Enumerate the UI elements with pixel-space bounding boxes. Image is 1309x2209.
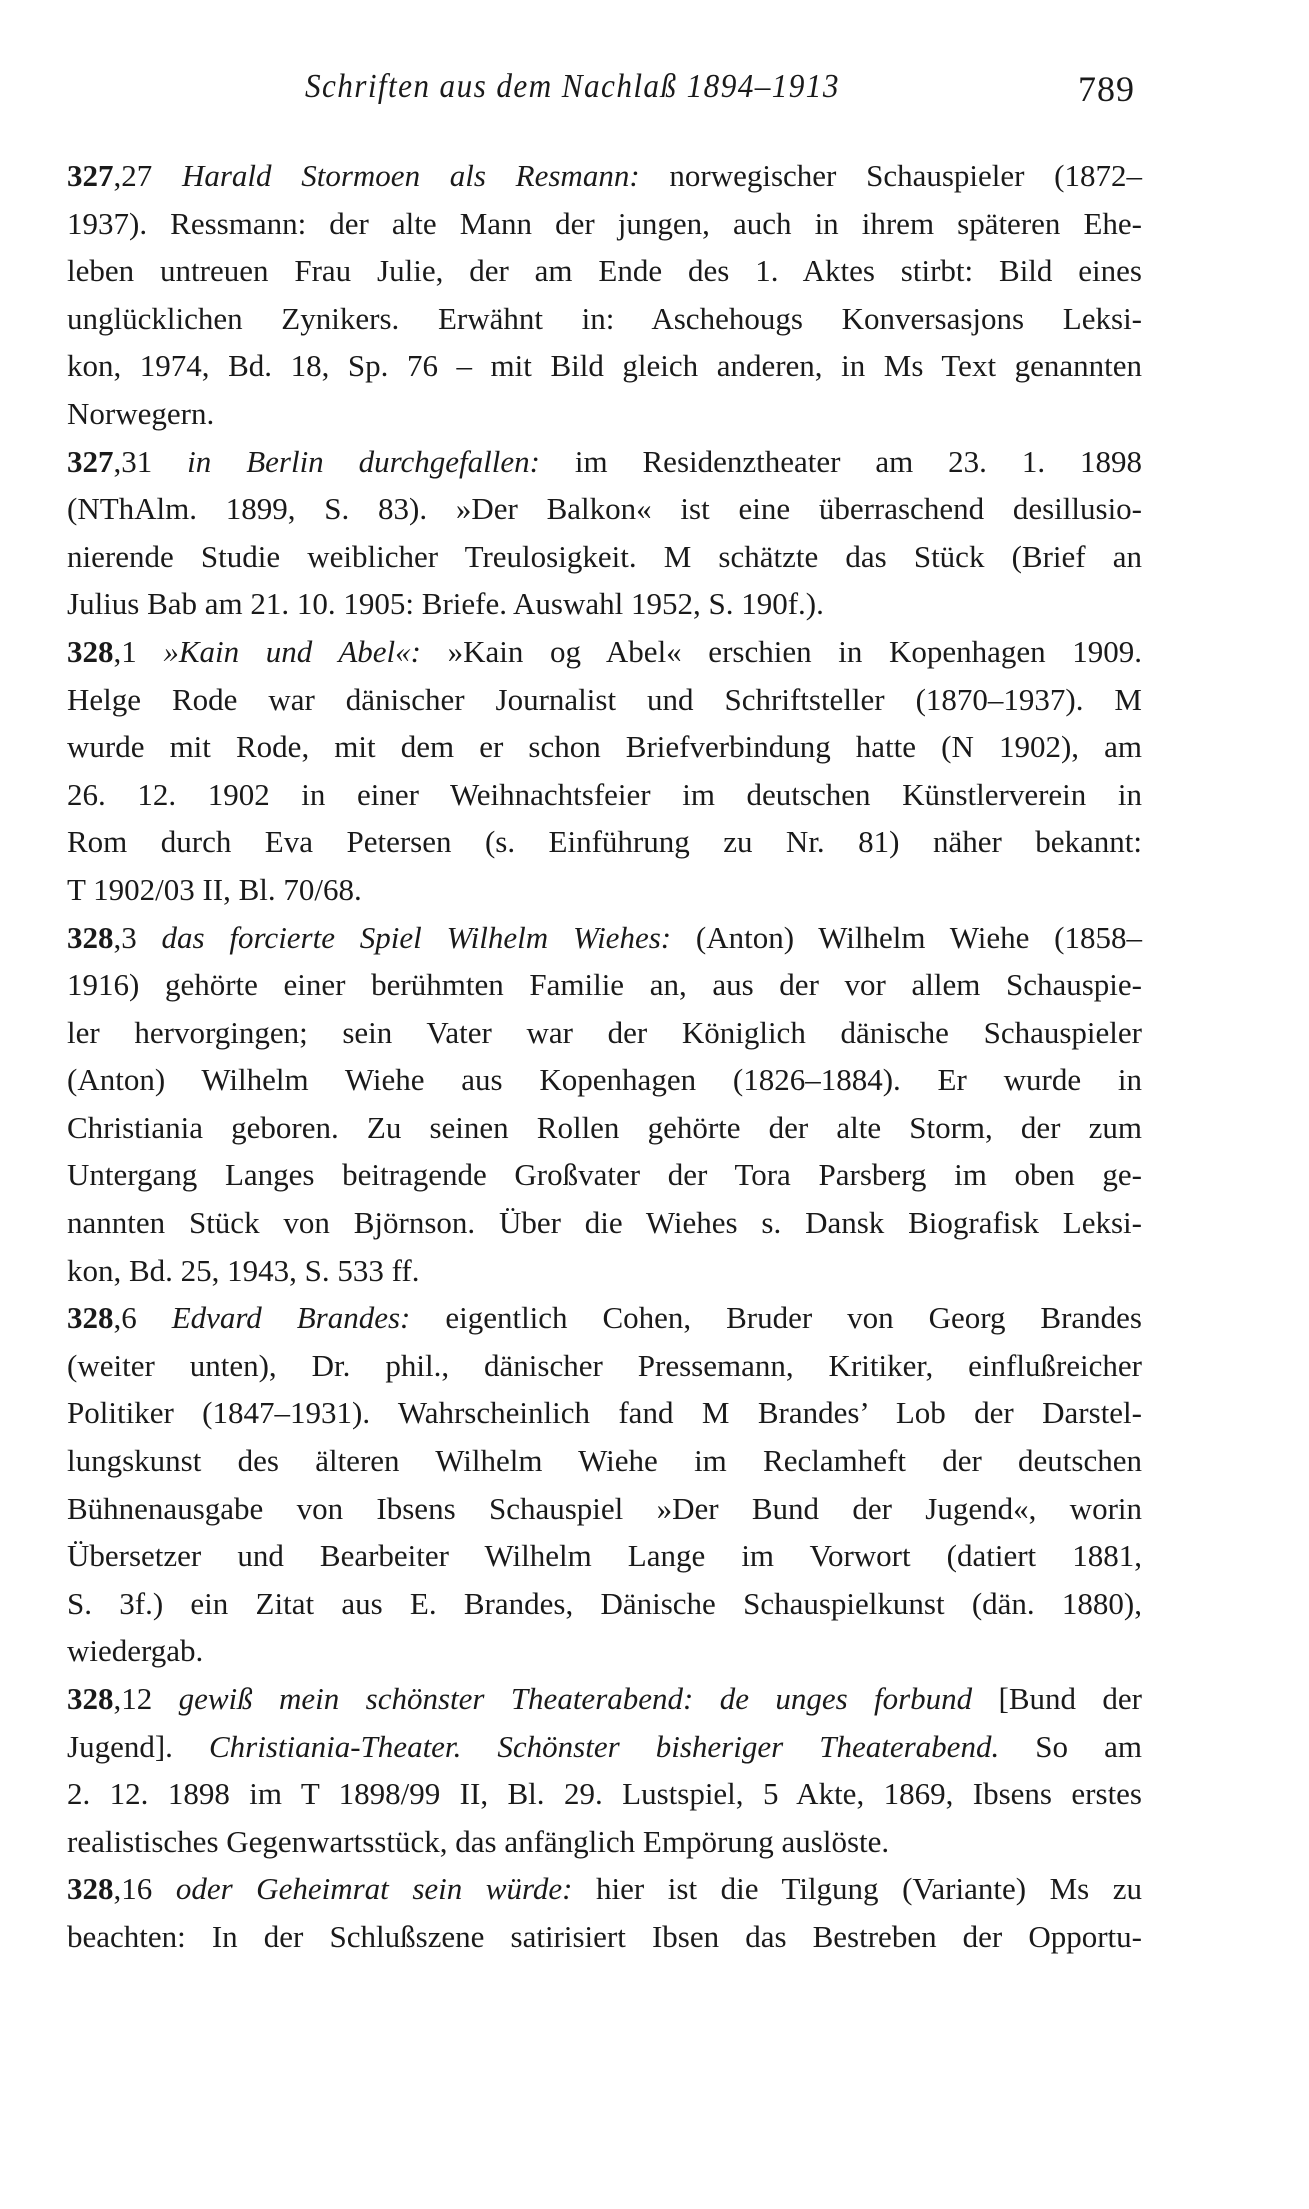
line-text: wurde mit Rode, mit dem er schon Briefverbindung hatte (N 1902), am (67, 729, 1142, 765)
line-text: Jugend]. (67, 1728, 209, 1764)
entry-line-ref: ,12 (113, 1681, 179, 1716)
line-text: 2. 12. 1898 im T 1898/99 II, Bl. 29. Lustspiel, 5 Akte, 1869, Ibsens erstes (67, 1776, 1142, 1812)
text-line (67, 1389, 1142, 1437)
entry-page-ref: 328 (67, 633, 114, 669)
line-text: norwegischer Schauspieler (1872– (639, 158, 1143, 193)
lemma: »Kain und Abel«: (163, 633, 421, 669)
text-line (67, 1723, 1142, 1771)
line-text: (NThAlm. 1899, S. 83). »Der Balkon« ist eine überraschend desillusio- (67, 491, 1142, 527)
line-text: Helge Rode war dänischer Journalist und Schriftsteller (1870–1937). M (67, 681, 1142, 717)
line-text: nannten Stück von Björnson. Über die Wiehes s. Dansk Biografisk Leksi- (67, 1205, 1142, 1241)
line-text: So am (999, 1728, 1142, 1764)
line-text: beachten: In der Schlußszene satirisiert Ibsen das Bestreben der Opportu- (67, 1918, 1142, 1954)
line-text: (weiter unten), Dr. phil., dänischer Pressemann, Kritiker, einflußreicher (67, 1347, 1142, 1383)
text-line (67, 342, 1142, 390)
quoted-text: Christiania-Theater. Schönster bisheriger Theaterabend. (208, 1728, 1000, 1764)
entry-page-ref: 328 (67, 1681, 114, 1716)
text-line (67, 1437, 1142, 1485)
line-text: S. 3f.) ein Zitat aus E. Brandes, Dänische Schauspielkunst (dän. 1880), (67, 1585, 1142, 1621)
entry-line-ref: ,1 (113, 633, 164, 669)
line-text: realistisches Gegenwartsstück, das anfänglich Empörung auslöste. (67, 1823, 890, 1859)
text-line (67, 247, 1142, 295)
text-line (67, 1009, 1142, 1057)
text-line (67, 200, 1142, 248)
text-line (67, 676, 1142, 724)
text-line (67, 1770, 1142, 1818)
running-header (0, 62, 1309, 122)
line-text: kon, 1974, Bd. 18, Sp. 76 – mit Bild gleich anderen, in Ms Text genannten (67, 348, 1142, 384)
text-line (67, 866, 1142, 914)
line-text: lungskunst des älteren Wilhelm Wiehe im Reclamheft der deutschen (67, 1443, 1142, 1479)
lemma: das forcierte Spiel Wilhelm Wiehes: (161, 919, 672, 955)
text-line (67, 485, 1142, 533)
text-line (67, 1532, 1142, 1580)
text-line (67, 1627, 1142, 1675)
line-text: (Anton) Wilhelm Wiehe (1858– (671, 919, 1142, 955)
text-line (67, 1485, 1142, 1533)
text-line (67, 1056, 1142, 1104)
text-line (67, 1913, 1142, 1961)
line-text: wiedergab. (67, 1633, 204, 1669)
lemma: oder Geheimrat sein würde: (175, 1871, 573, 1907)
entry-page-ref: 328 (67, 1300, 114, 1336)
commentary-body (67, 152, 1142, 1961)
entry-start-line (67, 628, 1142, 676)
entry-line-ref: ,16 (113, 1871, 176, 1907)
line-text: Politiker (1847–1931). Wahrscheinlich fand M Brandes’ Lob der Darstel- (67, 1395, 1142, 1431)
lemma: in Berlin durchgefallen: (187, 443, 540, 479)
line-text: kon, Bd. 25, 1943, S. 533 ff. (67, 1252, 420, 1288)
entry-start-line (67, 914, 1142, 962)
lemma: gewiß mein schönster Theaterabend: de unges forbund (178, 1681, 973, 1716)
line-text: 26. 12. 1902 in einer Weihnachtsfeier im deutschen Künstlerverein in (67, 776, 1142, 812)
text-line (67, 1342, 1142, 1390)
line-text: Untergang Langes beitragende Großvater der Tora Parsberg im oben ge- (67, 1157, 1142, 1193)
text-line (67, 1199, 1142, 1247)
line-text: leben untreuen Frau Julie, der am Ende des 1. Aktes stirbt: Bild eines (67, 253, 1142, 289)
text-line (67, 580, 1142, 628)
text-line (67, 723, 1142, 771)
page-number: 789 (1078, 69, 1135, 109)
text-line (67, 533, 1142, 581)
entry-page-ref: 328 (67, 919, 114, 955)
line-text: (Anton) Wilhelm Wiehe aus Kopenhagen (1826–1884). Er wurde in (67, 1062, 1142, 1098)
entry-line-ref: ,6 (113, 1300, 172, 1336)
line-text: ler hervorgingen; sein Vater war der Königlich dänische Schauspieler (67, 1014, 1142, 1050)
entry-start-line (67, 1294, 1142, 1342)
text-line (67, 818, 1142, 866)
line-text: unglücklichen Zynikers. Erwähnt in: Aschehougs Konversasjons Leksi- (67, 300, 1142, 336)
text-line (67, 390, 1142, 438)
line-text: Norwegern. (67, 395, 215, 431)
text-line (67, 1818, 1142, 1866)
line-text: Julius Bab am 21. 10. 1905: Briefe. Auswahl 1952, S. 190f.). (67, 586, 824, 622)
line-text: Rom durch Eva Petersen (s. Einführung zu Nr. 81) näher bekannt: (67, 824, 1142, 860)
line-text: nierende Studie weiblicher Treulosigkeit. M schätzte das Stück (Brief an (67, 538, 1142, 574)
line-text: eigentlich Cohen, Bruder von Georg Brandes (410, 1300, 1142, 1336)
entry-page-ref: 327 (67, 443, 114, 479)
running-title: Schriften aus dem Nachlaß 1894–1913 (305, 68, 840, 105)
text-line (67, 771, 1142, 819)
line-text: hier ist die Tilgung (Variante) Ms zu (572, 1871, 1143, 1907)
line-text: 1937). Ressmann: der alte Mann der jungen, auch in ihrem späteren Ehe- (67, 205, 1142, 241)
entry-start-line (67, 438, 1142, 486)
entry-start-line (67, 152, 1142, 200)
entry-start-line (67, 1675, 1142, 1723)
entry-page-ref: 328 (67, 1871, 114, 1907)
entry-line-ref: ,27 (113, 158, 182, 193)
entry-line-ref: ,31 (113, 443, 188, 479)
text-line (67, 961, 1142, 1009)
line-text: im Residenztheater am 23. 1. 1898 (539, 443, 1142, 479)
text-line (67, 1151, 1142, 1199)
lemma: Harald Stormoen als Resmann: (181, 158, 640, 193)
line-text: »Kain og Abel« erschien in Kopenhagen 1909. (421, 633, 1142, 669)
text-line (67, 1580, 1142, 1628)
text-line (67, 295, 1142, 343)
text-line (67, 1247, 1142, 1295)
text-line (67, 1104, 1142, 1152)
lemma: Edvard Brandes: (171, 1300, 411, 1336)
entry-line-ref: ,3 (113, 919, 162, 955)
line-text: [Bund der (972, 1681, 1142, 1716)
entry-start-line (67, 1865, 1142, 1913)
line-text: Christiania geboren. Zu seinen Rollen gehörte der alte Storm, der zum (67, 1109, 1142, 1145)
line-text: 1916) gehörte einer berühmten Familie an, aus der vor allem Schauspie- (67, 967, 1142, 1003)
line-text: T 1902/03 II, Bl. 70/68. (67, 871, 362, 907)
entry-page-ref: 327 (67, 158, 114, 193)
line-text: Übersetzer und Bearbeiter Wilhelm Lange im Vorwort (datiert 1881, (67, 1538, 1142, 1574)
line-text: Bühnenausgabe von Ibsens Schauspiel »Der Bund der Jugend«, worin (67, 1490, 1142, 1526)
